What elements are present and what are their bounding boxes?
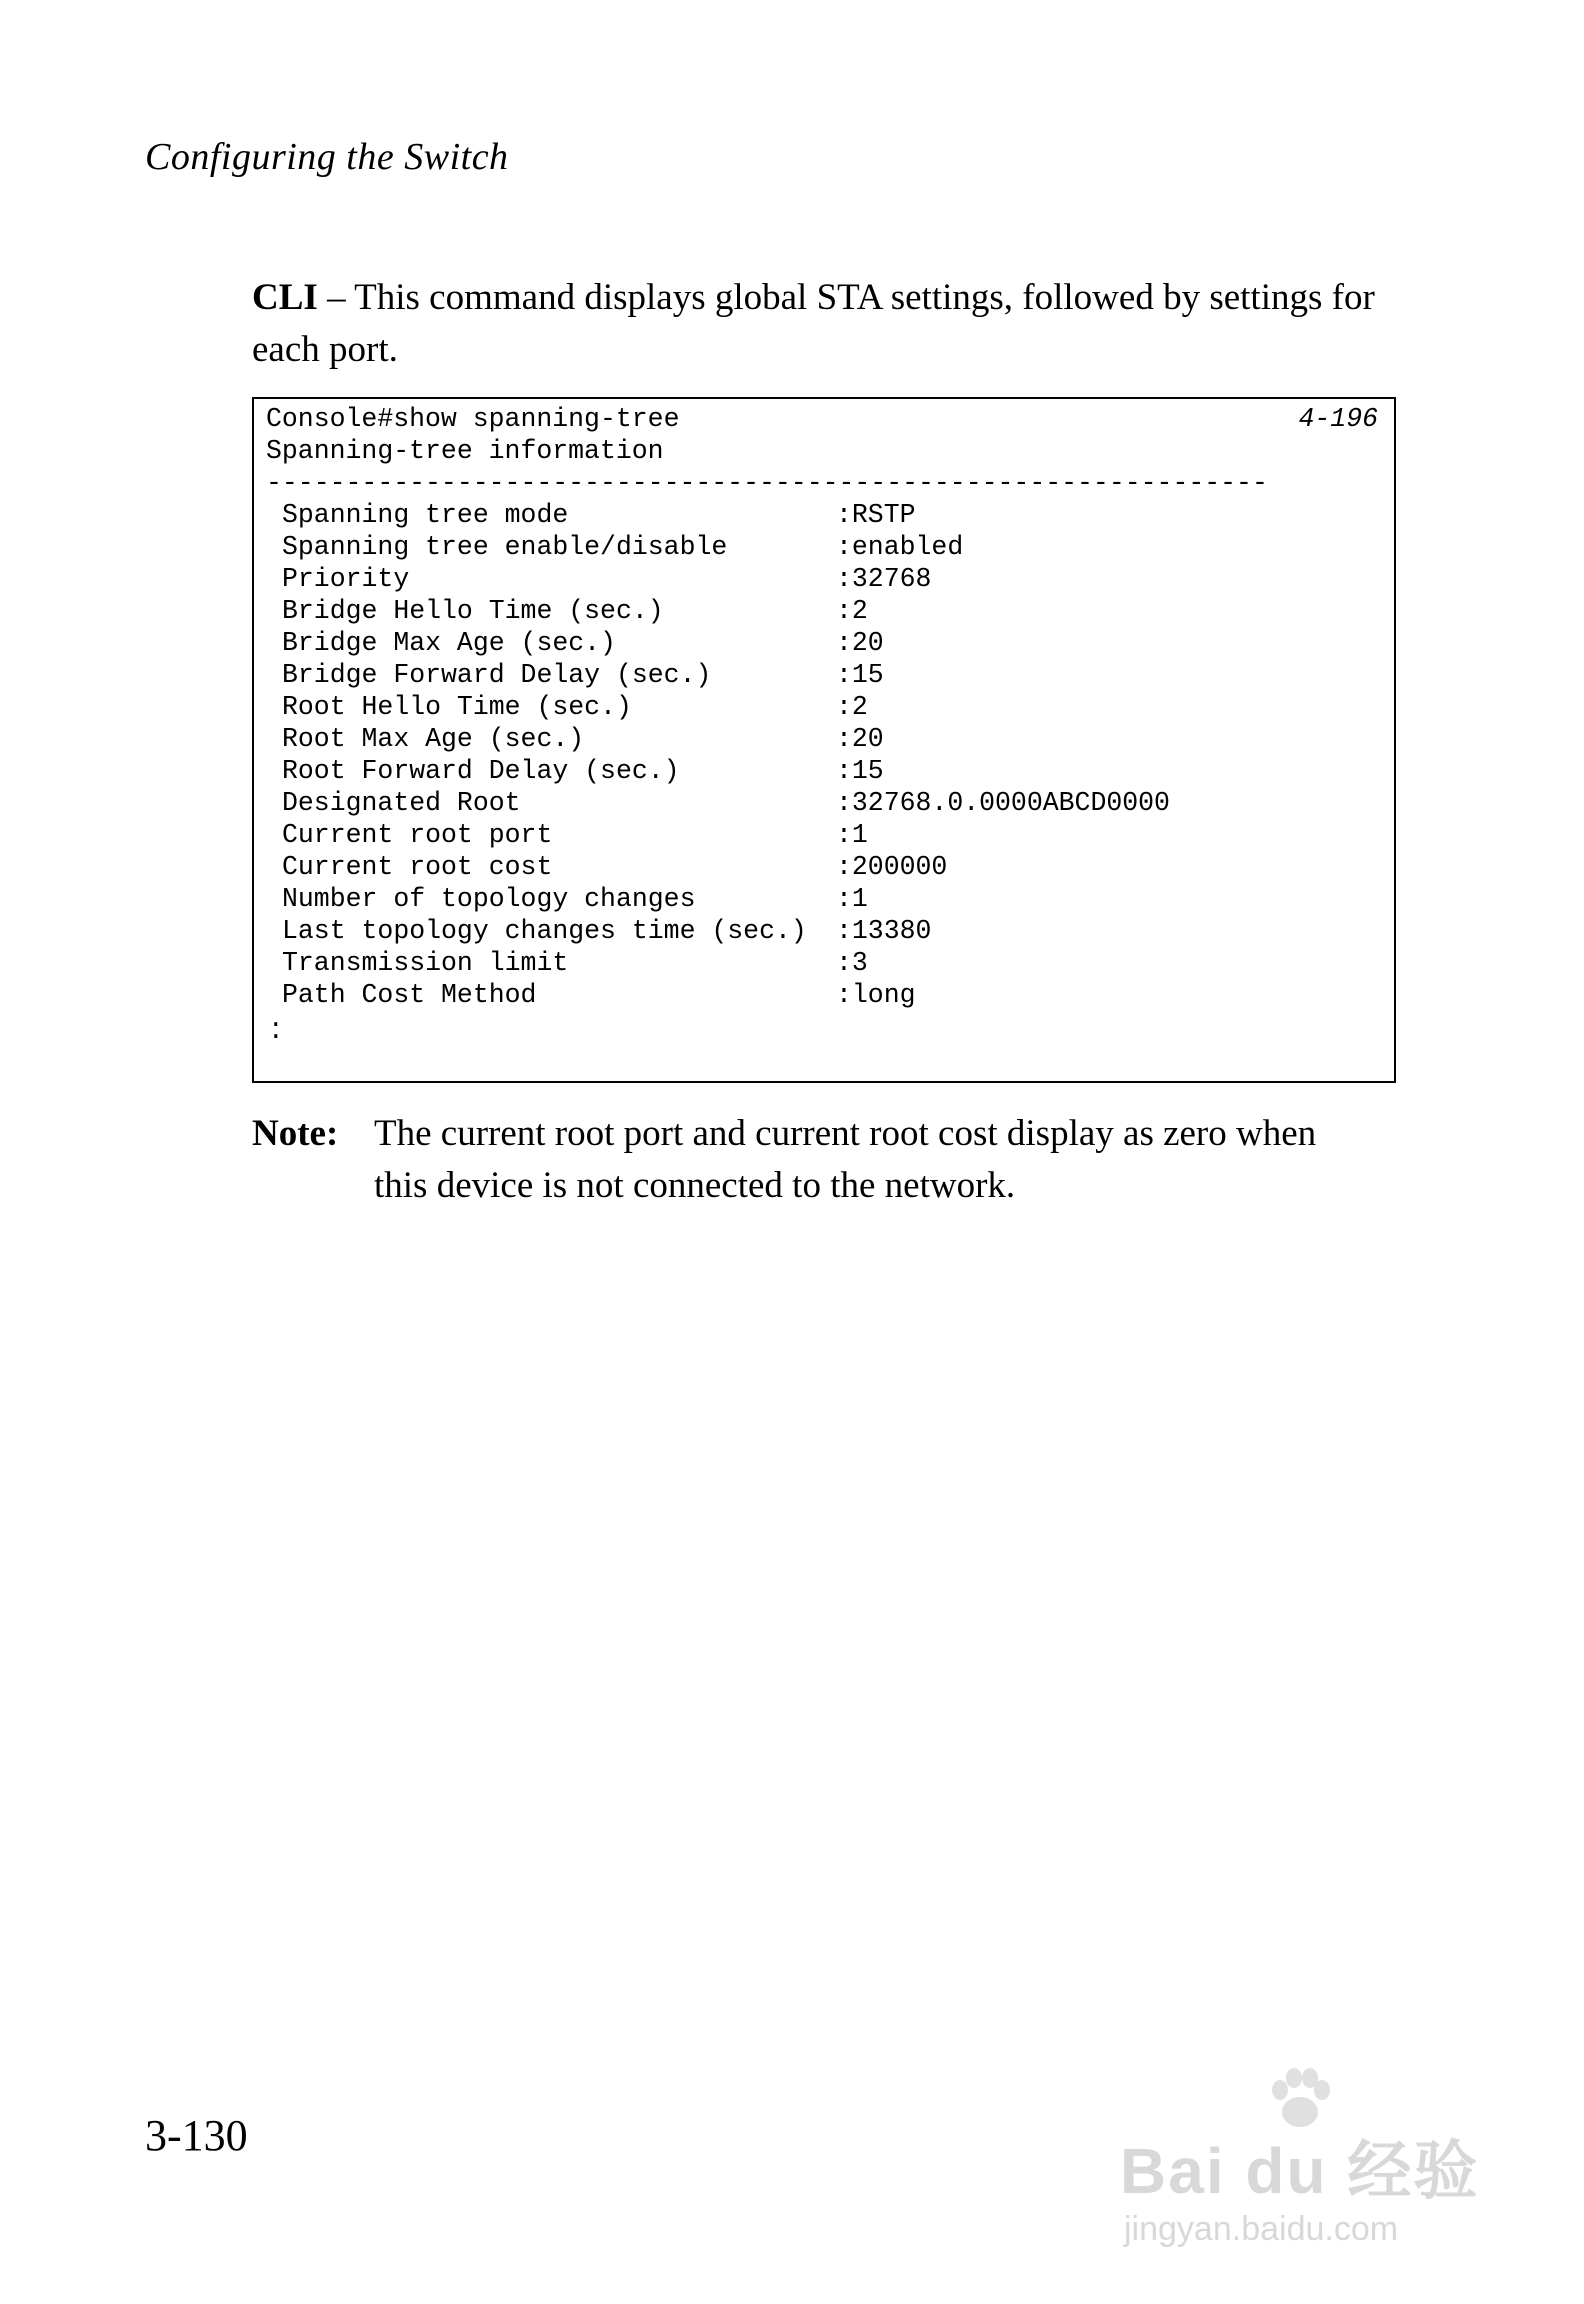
cli-rows [266, 499, 1170, 1011]
cli-continuation: . . [268, 1004, 284, 1046]
cli-command: Console#show spanning-tree [266, 404, 680, 434]
watermark-brand: Bai du 经验 [1120, 2135, 1480, 2207]
cli-row-value: :15 [836, 660, 884, 690]
note-label: Note: [252, 1113, 339, 1154]
cli-row [266, 755, 1170, 787]
cli-row-value: :13380 [836, 916, 932, 946]
note-text: The current root port and current root cost display as zero when this device is not connected to the network. [374, 1113, 1317, 1206]
cli-row-label: Bridge Forward Delay (sec.) [282, 660, 712, 690]
cli-row [266, 595, 1170, 627]
cli-row-value: :32768 [836, 564, 932, 594]
cli-row-label: Spanning tree mode [282, 500, 569, 530]
cli-row-label: Bridge Max Age (sec.) [282, 628, 616, 658]
cli-row [266, 499, 1170, 531]
cli-row [266, 691, 1170, 723]
cli-row [266, 531, 1170, 563]
cli-row-label: Root Max Age (sec.) [282, 724, 585, 754]
cli-separator: --------------------------------------------------------------- [266, 468, 1268, 498]
cli-reference: 4-196 [1298, 404, 1378, 434]
watermark [1120, 2060, 1480, 2260]
cli-row-label: Designated Root [282, 788, 521, 818]
cli-row [266, 851, 1170, 883]
cli-header: Spanning-tree information [266, 436, 664, 466]
cli-row [266, 883, 1170, 915]
cli-row [266, 659, 1170, 691]
cli-row [266, 947, 1170, 979]
cli-row-value: :32768.0.0000ABCD0000 [836, 788, 1170, 818]
intro-term: CLI [252, 277, 318, 318]
cli-row-label: Root Forward Delay (sec.) [282, 756, 680, 786]
cli-row-label: Transmission limit [282, 948, 569, 978]
cli-output-box [252, 397, 1396, 1083]
cli-row-value: :1 [836, 820, 868, 850]
cli-row-label: Spanning tree enable/disable [282, 532, 728, 562]
cli-row-value: :2 [836, 692, 868, 722]
cli-row-label: Number of topology changes [282, 884, 696, 914]
cli-row-label: Priority [282, 564, 410, 594]
cli-row-label: Current root port [282, 820, 553, 850]
cli-row-label: Current root cost [282, 852, 553, 882]
cli-row-value: :3 [836, 948, 868, 978]
cli-row-value: :15 [836, 756, 884, 786]
cli-row-value: :1 [836, 884, 868, 914]
running-head: Configuring the Switch [145, 136, 509, 178]
cli-row-label: Bridge Hello Time (sec.) [282, 596, 664, 626]
cli-row-value: :RSTP [836, 500, 916, 530]
page-number: 3-130 [145, 2111, 248, 2160]
cli-row-label: Root Hello Time (sec.) [282, 692, 632, 722]
cli-row-value: :20 [836, 628, 884, 658]
cli-row-label: Last topology changes time (sec.) [282, 916, 807, 946]
cli-row-value: :200000 [836, 852, 948, 882]
cli-row-value: :enabled [836, 532, 964, 562]
watermark-url: jingyan.baidu.com [1124, 2210, 1399, 2248]
cli-row [266, 787, 1170, 819]
cli-row [266, 627, 1170, 659]
cli-row-value: :long [836, 980, 916, 1010]
cli-row-value: :2 [836, 596, 868, 626]
cli-row [266, 563, 1170, 595]
cli-row [266, 819, 1170, 851]
intro-text: – This command displays global STA settings, followed by settings for each port. [252, 277, 1375, 370]
intro-paragraph [252, 272, 1400, 376]
cli-row [266, 979, 1170, 1011]
cli-row [266, 915, 1170, 947]
cli-row [266, 723, 1170, 755]
cli-row-value: :20 [836, 724, 884, 754]
cli-row-label: Path Cost Method [282, 980, 537, 1010]
